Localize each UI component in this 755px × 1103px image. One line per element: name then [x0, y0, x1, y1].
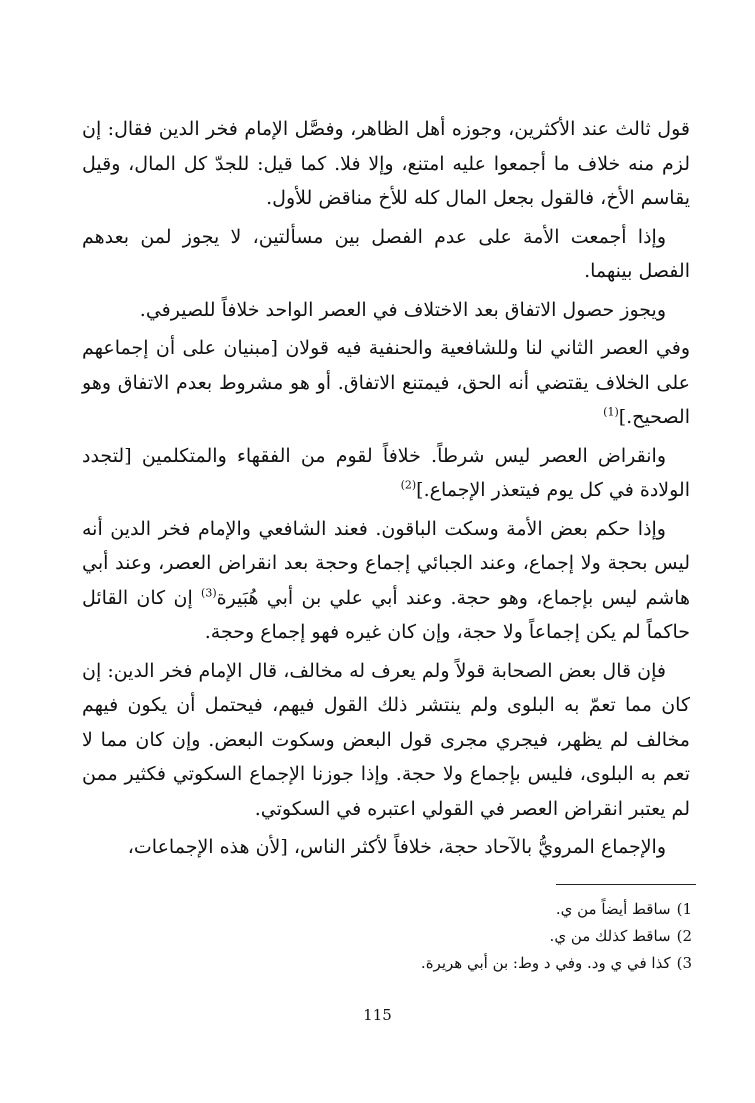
paragraph-3-text: ويجوز حصول الاتفاق بعد الاختلاف في العصر الواحد خلافاً للصيرفي.	[139, 298, 666, 321]
paragraph-7	[82, 654, 690, 827]
page-number: 115	[363, 1006, 392, 1024]
footnote-3-number: 3)	[676, 954, 692, 972]
footnote-3-text: كذا في ي ود. وفي د وط: بن أبي هريرة.	[420, 954, 671, 972]
footnote-divider	[556, 884, 696, 885]
paragraph-1	[82, 112, 690, 216]
paragraph-8-text: والإجماع المرويُّ بالآحاد حجة، خلافاً لأكثر الناس، [لأن هذه الإجماعات،	[127, 836, 666, 858]
paragraph-8	[82, 830, 690, 865]
footnotes	[300, 896, 692, 977]
footnote-ref-1: (1)	[603, 405, 619, 419]
paragraph-2	[82, 220, 690, 289]
paragraph-6-text: وإذا حكم بعض الأمة وسكت الباقون. فعند الشافعي والإمام فخر الدين أنه ليس بحجة ولا إجماع، وعند الجبائي إجماع وحجة بعد انقراض العصر، وعند أبي هاشم ليس بإجماع، وهو حجة. وعند أبي علي بن أبي هُبَيرة	[82, 517, 690, 609]
footnote-2-number: 2)	[676, 927, 692, 945]
footnote-2-text: ساقط كذلك من ي.	[549, 927, 671, 945]
footnote-1	[300, 896, 692, 923]
main-text	[82, 112, 690, 869]
footnote-ref-3: (3)	[201, 586, 217, 600]
paragraph-1-text: قول ثالث عند الأكثرين، وجوزه أهل الظاهر، وفصَّل الإمام فخر الدين فقال: إن لزم منه خلاف ما أجمعوا عليه امتنع، وإلا فلا. كما قيل: للجدّ كل المال، وقيل يقاسم الأخ، فالقول بجعل المال كله للأخ مناقض للأول.	[82, 118, 690, 209]
footnote-ref-2: (2)	[400, 478, 417, 492]
paragraph-2-text: وإذا أجمعت الأمة على عدم الفصل بين مسألتين، لا يجوز لمن بعدهم الفصل بينهما.	[82, 225, 690, 282]
paragraph-3	[82, 293, 690, 328]
paragraph-5	[82, 439, 690, 508]
footnote-2	[300, 923, 692, 950]
paragraph-4	[82, 331, 690, 435]
footnote-1-text: ساقط أيضاً من ي.	[555, 900, 671, 918]
paragraph-5-text: وانقراض العصر ليس شرطاً. خلافاً لقوم من الفقهاء والمتكلمين [لتجدد الولادة في كل يوم فيتعذر الإجماع.]	[82, 444, 690, 501]
footnote-1-number: 1)	[676, 900, 692, 918]
paragraph-4-text: وفي العصر الثاني لنا وللشافعية والحنفية فيه قولان [مبنيان على أن إجماعهم على الخلاف يقتضي أنه الحق، فيمتنع الاتفاق. أو هو مشروط بعدم الاتفاق وهو الصحيح.]	[82, 337, 690, 428]
paragraph-6-tail: إن كان القائل حاكماً لم يكن إجماعاً ولا حجة، وإن كان غيره فهو إجماع وحجة.	[82, 586, 690, 643]
paragraph-6	[82, 512, 690, 650]
paragraph-7-text: فإن قال بعض الصحابة قولاً ولم يعرف له مخالف، قال الإمام فخر الدين: إن كان مما تعمّ به البلوى ولم ينتشر ذلك القول فيهم، فيحتمل أن يكون فيهم مخالف لم يظهر، فيجري مجرى قول البعض وسكوت البعض. وإن كان مما لا تعم به البلوى، فليس بإجماع ولا حجة. وإذا جوزنا الإجماع السكوتي فكثير ممن لم يعتبر انقراض العصر في القولي اعتبره في السكوتي.	[82, 659, 690, 820]
footnote-3	[300, 950, 692, 977]
